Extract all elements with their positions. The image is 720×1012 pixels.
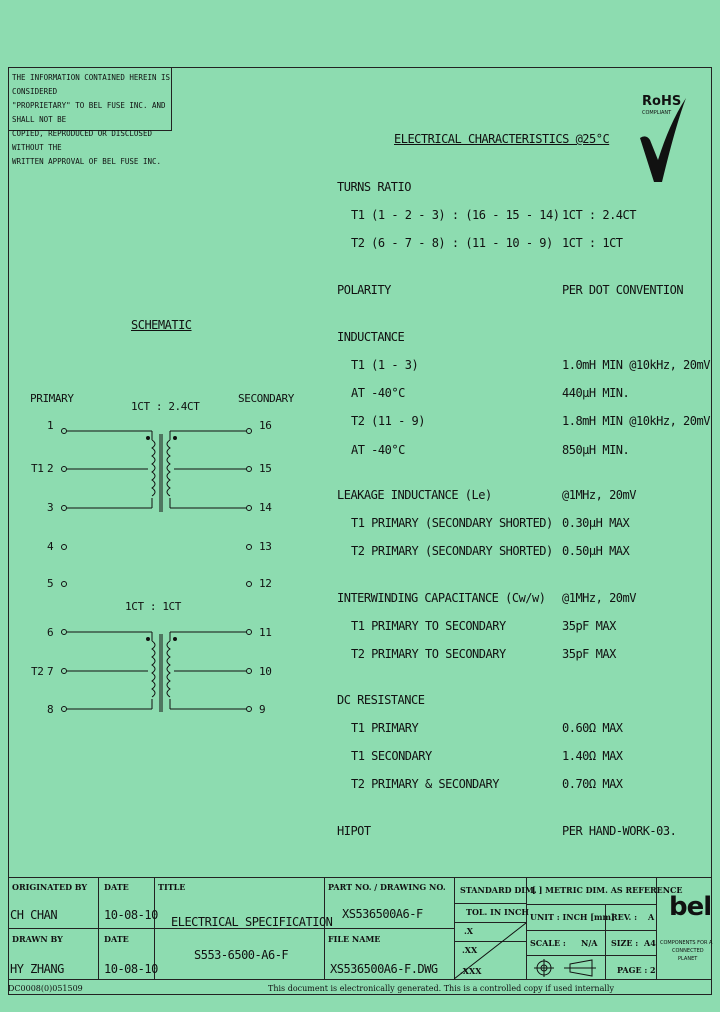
proprietary-notice <box>8 67 172 166</box>
leakage-row-value: 0.30µH MAX <box>562 516 630 530</box>
turns-t1-value: 1CT : 2.4CT <box>562 208 636 222</box>
schematic-title: SCHEMATIC <box>131 318 192 332</box>
file-name: XS536500A6-F.DWG <box>330 962 438 976</box>
notice-line: COPIED, REPRODUCED OR DISCLOSED WITHOUT THE <box>12 129 152 152</box>
size-label: SIZE : <box>611 938 639 948</box>
secondary-label: SECONDARY <box>238 392 295 405</box>
pin-circle <box>62 707 67 712</box>
t1-ratio: 1CT : 2.4CT <box>131 400 200 413</box>
footer-statement: This document is electronically generated. This is a controlled copy if used internally <box>268 984 614 993</box>
rev-label: REV. : <box>611 912 638 922</box>
primary-label: PRIMARY <box>30 392 74 405</box>
pin-circle <box>62 582 67 587</box>
dcr-row-name: T2 PRIMARY & SECONDARY <box>351 777 499 791</box>
right-pin-label: 12 <box>259 577 272 590</box>
t1-secondary-coil <box>167 440 170 496</box>
pin-circle <box>62 506 67 511</box>
t1-primary-coil <box>152 440 155 496</box>
right-pin-label: 16 <box>259 419 272 432</box>
pin-circle <box>62 669 67 674</box>
right-pin-label: 15 <box>259 462 272 475</box>
inductance-row-name: AT -40°C <box>351 443 405 457</box>
inductance-row-name: T2 (11 - 9) <box>351 414 425 428</box>
inductance-row-value: 1.0mH MIN @10kHz, 20mV <box>562 358 710 372</box>
page-label: PAGE : <box>617 965 648 975</box>
polarity-dot <box>147 638 150 641</box>
unit-label: UNIT : INCH [mm] <box>530 912 615 922</box>
capacitance-row-name: T2 PRIMARY TO SECONDARY <box>351 647 506 661</box>
file-label: FILE NAME <box>328 934 381 944</box>
pin-circle <box>247 506 252 511</box>
inductance-row-name: T1 (1 - 3) <box>351 358 419 372</box>
t2-primary-coil <box>152 641 155 697</box>
left-pin-label: 8 <box>47 703 54 716</box>
right-pin-label: 9 <box>259 703 266 716</box>
right-pin-label: 10 <box>259 665 272 678</box>
leakage-row-name: T1 PRIMARY (SECONDARY SHORTED) <box>351 516 553 530</box>
page-value: 2 <box>650 965 656 975</box>
dcr-row-name: T1 SECONDARY <box>351 749 432 763</box>
leakage-row-name: T2 PRIMARY (SECONDARY SHORTED) <box>351 544 553 558</box>
title-line2: S553-6500-A6-F <box>194 948 289 962</box>
capacitance-row-value: 35pF MAX <box>562 647 616 661</box>
turns-t2-value: 1CT : 1CT <box>562 236 623 250</box>
doc-id: DC0008(0)051509 <box>8 984 83 993</box>
notice-line: THE INFORMATION CONTAINED HEREIN IS CONSIDERED <box>12 73 171 96</box>
capacitance-condition: @1MHz, 20mV <box>562 591 636 605</box>
logo-tagline: PLANET <box>678 956 698 962</box>
dcr-row-value: 1.40Ω MAX <box>562 749 623 763</box>
right-pin-label: 14 <box>259 501 272 514</box>
date-label: DATE <box>104 882 129 892</box>
left-pin-label: 3 <box>47 501 54 514</box>
left-pin-label: 6 <box>47 626 54 639</box>
polarity-label: POLARITY <box>337 283 391 297</box>
title-line1: ELECTRICAL SPECIFICATION <box>171 915 333 929</box>
capacitance-row-name: T1 PRIMARY TO SECONDARY <box>351 619 506 633</box>
inductance-row-value: 850µH MIN. <box>562 443 630 457</box>
turns-ratio-label: TURNS RATIO <box>337 180 411 194</box>
tol-xxx: .XXX <box>460 966 482 976</box>
checkmark-icon <box>636 94 692 186</box>
polarity-value: PER DOT CONVENTION <box>562 283 684 297</box>
logo-tagline: COMPONENTS FOR A <box>660 940 713 946</box>
pin-circle <box>247 707 252 712</box>
originated-by: CH CHAN <box>10 908 58 922</box>
part-no: XS536500A6-F <box>342 907 423 921</box>
t2-ratio: 1CT : 1CT <box>125 600 182 613</box>
drawn-by-label: DRAWN BY <box>12 934 63 944</box>
left-pin-label: 4 <box>47 540 54 553</box>
tol-xx: .XX <box>462 945 478 955</box>
pin-circle <box>247 582 252 587</box>
notice-line: WRITTEN APPROVAL OF BEL FUSE INC. <box>12 157 162 166</box>
t2-secondary-coil <box>167 641 170 697</box>
drawn-date-label: DATE <box>104 934 129 944</box>
inductance-label: INDUCTANCE <box>337 330 405 344</box>
capacitance-label: INTERWINDING CAPACITANCE (Cw/w) <box>337 591 546 605</box>
hipot-value: PER HAND-WORK-03. <box>562 824 677 838</box>
pin-circle <box>247 467 252 472</box>
right-pin-label: 11 <box>259 626 272 639</box>
left-pin-label: 7 <box>47 665 54 678</box>
pin-circle <box>247 630 252 635</box>
scale-value: N/A <box>581 938 598 948</box>
left-pin-label: 1 <box>47 419 54 432</box>
part-label: PART NO. / DRAWING NO. <box>328 882 446 892</box>
originated-by-label: ORIGINATED BY <box>12 882 88 892</box>
left-pin-label: 5 <box>47 577 54 590</box>
pin-circle <box>62 429 67 434</box>
inductance-row-value: 440µH MIN. <box>562 386 630 400</box>
hipot-label: HIPOT <box>337 824 371 838</box>
polarity-dot <box>174 437 177 440</box>
t2-name: T2 <box>31 665 44 678</box>
t1-name: T1 <box>31 462 44 475</box>
capacitance-row-value: 35pF MAX <box>562 619 616 633</box>
logo-tagline: CONNECTED <box>672 948 704 954</box>
notice-line: "PROPRIETARY" TO BEL FUSE INC. AND SHALL NOT BE <box>12 101 166 124</box>
leakage-row-value: 0.50µH MAX <box>562 544 630 558</box>
rohs-subtitle: COMPLIANT <box>642 110 672 116</box>
pin-circle <box>62 545 67 550</box>
turns-t2-name: T2 (6 - 7 - 8) : (11 - 10 - 9) <box>351 236 553 250</box>
inductance-row-name: AT -40°C <box>351 386 405 400</box>
right-pin-label: 13 <box>259 540 272 553</box>
dcr-row-value: 0.60Ω MAX <box>562 721 623 735</box>
title-block <box>8 877 712 979</box>
pin-circle <box>247 545 252 550</box>
std-tol-label: TOL. IN INCH <box>466 907 529 917</box>
rev-value: A <box>648 912 655 922</box>
originated-date: 10-08-10 <box>104 908 158 922</box>
polarity-dot <box>174 638 177 641</box>
size-value: A4 <box>644 938 656 948</box>
std-dim-label: STANDARD DIM. <box>460 885 537 895</box>
left-pin-label: 2 <box>47 462 54 475</box>
metric-note: [ ] METRIC DIM. AS REFERENCE <box>532 885 683 895</box>
dc-resistance-label: DC RESISTANCE <box>337 693 425 707</box>
drawn-by: HY ZHANG <box>10 962 64 976</box>
bel-logo: bel <box>669 892 712 922</box>
projection-icon <box>532 958 602 978</box>
ec-heading: ELECTRICAL CHARACTERISTICS @25°C <box>394 132 610 146</box>
pin-circle <box>62 467 67 472</box>
schematic-drawing <box>40 410 320 730</box>
tol-x: .X <box>464 926 473 936</box>
turns-t1-name: T1 (1 - 2 - 3) : (16 - 15 - 14) <box>351 208 560 222</box>
pin-circle <box>247 429 252 434</box>
leakage-label: LEAKAGE INDUCTANCE (Le) <box>337 488 492 502</box>
polarity-dot <box>147 437 150 440</box>
leakage-condition: @1MHz, 20mV <box>562 488 636 502</box>
scale-label: SCALE : <box>530 938 566 948</box>
rohs-title: RoHS <box>642 94 682 109</box>
pin-circle <box>247 669 252 674</box>
dcr-row-value: 0.70Ω MAX <box>562 777 623 791</box>
drawn-date: 10-08-10 <box>104 962 158 976</box>
title-label: TITLE <box>158 882 186 892</box>
rohs-mark <box>636 94 692 186</box>
inductance-row-value: 1.8mH MIN @10kHz, 20mV <box>562 414 710 428</box>
dcr-row-name: T1 PRIMARY <box>351 721 419 735</box>
pin-circle <box>62 630 67 635</box>
